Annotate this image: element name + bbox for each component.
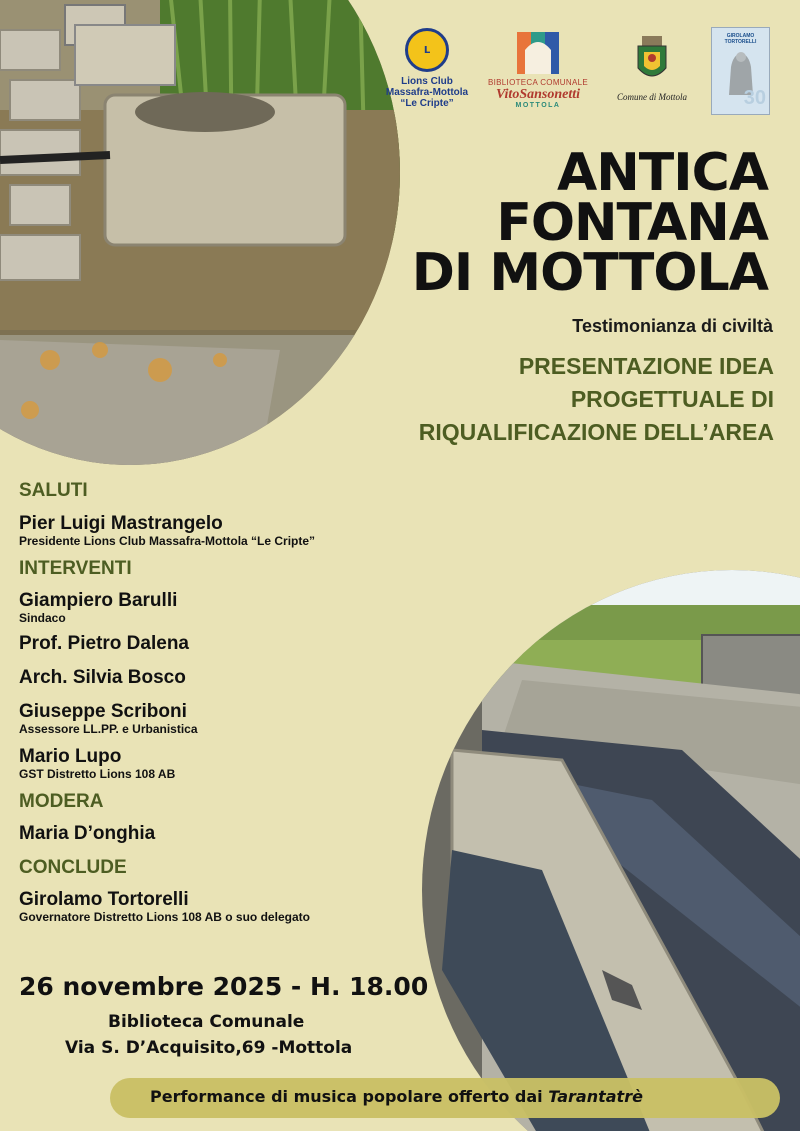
biblioteca-line3: MOTTOLA xyxy=(515,102,561,109)
performance-group: Tarantatrè xyxy=(548,1087,643,1106)
speaker-role: Governatore Distretto Lions 108 AB o suo delegato xyxy=(19,910,310,924)
speaker-lupo xyxy=(19,746,449,781)
title-line-2: FONTANA xyxy=(496,193,768,253)
event-date: 26 novembre 2025 - H. 18.00 xyxy=(19,972,429,1001)
title-line-3: DI MOTTOLA xyxy=(411,243,768,303)
lions-club-name-1: Lions Club xyxy=(401,76,453,87)
book-cover-logo xyxy=(711,27,770,115)
speaker-name: Girolamo Tortorelli xyxy=(19,889,189,910)
project-line-3: RIQUALIFICAZIONE DELL’AREA xyxy=(418,419,774,445)
speaker-role: GST Distretto Lions 108 AB xyxy=(19,767,176,781)
fountain-canal-illustration xyxy=(422,570,800,1131)
comune-name: Comune di Mottola xyxy=(617,92,687,102)
lions-club-name-2: Massafra-Mottola xyxy=(385,87,469,98)
performance-text: Performance di musica popolare offerto dai xyxy=(150,1087,549,1106)
speaker-name: Maria D’onghia xyxy=(19,823,156,844)
biblioteca-line2: VitoSansonetti xyxy=(495,87,581,102)
comune-logo xyxy=(606,34,698,102)
biblioteca-emblem-icon xyxy=(515,30,561,76)
speaker-name: Pier Luigi Mastrangelo xyxy=(19,513,223,534)
speaker-tortorelli xyxy=(19,889,449,924)
biblioteca-logo xyxy=(482,30,594,109)
book-title: GIROLAMO TORTORELLI xyxy=(724,33,757,45)
speaker-name: Giampiero Barulli xyxy=(19,590,178,611)
book-number: 30 xyxy=(743,87,766,109)
speaker-name: Giuseppe Scriboni xyxy=(19,701,187,722)
speaker-donghia xyxy=(19,823,449,845)
speaker-barulli xyxy=(19,590,449,625)
program xyxy=(19,480,449,924)
footer-text xyxy=(150,1087,770,1106)
project-heading xyxy=(314,350,774,449)
lions-club-name-3: “Le Cripte” xyxy=(400,98,454,109)
speaker-role: Sindaco xyxy=(19,611,66,625)
project-line-1: PRESENTAZIONE IDEA xyxy=(518,353,774,379)
speaker-name: Prof. Pietro Dalena xyxy=(19,633,189,654)
event-venue: Biblioteca Comunale xyxy=(108,1012,305,1032)
section-modera-heading: MODERA xyxy=(19,791,104,812)
speaker-bosco xyxy=(19,667,449,689)
subtitle: Testimonianza di civiltà xyxy=(572,316,773,336)
speaker-name: Arch. Silvia Bosco xyxy=(19,667,186,688)
event-address: Via S. D’Acquisito,69 -Mottola xyxy=(65,1038,353,1058)
main-title xyxy=(348,143,768,303)
title-line-1: ANTICA xyxy=(557,143,768,203)
section-conclude-heading: CONCLUDE xyxy=(19,857,127,878)
speaker-dalena xyxy=(19,633,449,655)
section-saluti-heading: SALUTI xyxy=(19,480,88,501)
speaker-name: Mario Lupo xyxy=(19,746,122,767)
section-interventi-heading: INTERVENTI xyxy=(19,558,132,579)
fountain-canal-photo xyxy=(422,570,800,1131)
speaker-scriboni xyxy=(19,701,449,736)
speaker-role: Presidente Lions Club Massafra-Mottola “Le Cripte” xyxy=(19,534,316,548)
coat-of-arms-icon xyxy=(632,34,672,86)
speaker-mastrangelo xyxy=(19,513,449,548)
project-line-2: PROGETTUALE DI xyxy=(570,386,774,412)
lions-club-logo xyxy=(372,28,482,109)
biblioteca-line1: BIBLIOTECA COMUNALE xyxy=(488,78,588,87)
lions-emblem-icon: L xyxy=(405,28,449,72)
speaker-role: Assessore LL.PP. e Urbanistica xyxy=(19,722,198,736)
